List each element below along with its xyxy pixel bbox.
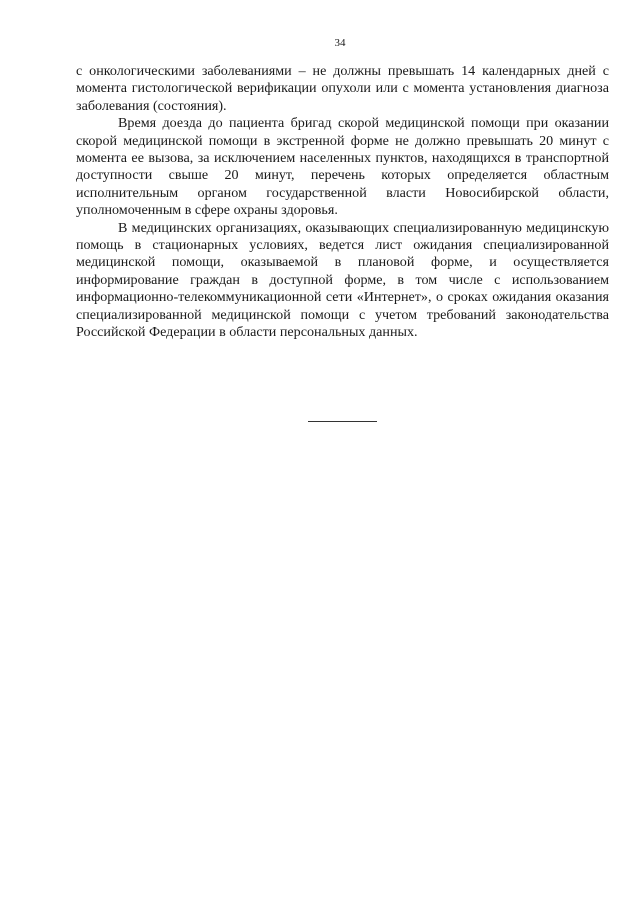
page-number: 34 xyxy=(334,37,346,49)
paragraph-waiting-list: В медицинских организациях, оказывающих специализированную медицинскую помощь в стационарных условиях, ведется лист ожидания специализированной медицинской помощи, оказываемой в плановой форме, и осуществляется информирование граждан в доступной форме, в том числе с использованием информационно-телекоммуникационной сети «Интернет», о сроках ожидания оказания специализированной медицинской помощи с учетом требований законодательства Российской Федерации в области персональных данных. xyxy=(76,219,609,341)
document-body xyxy=(76,63,609,342)
paragraph-continuation: с онкологическими заболеваниями – не должны превышать 14 календарных дней с момента гистологической верификации опухоли или с момента установления диагноза заболевания (состояния). xyxy=(76,63,609,114)
paragraph-ambulance-time: Время доезда до пациента бригад скорой медицинской помощи при оказании скорой медицинской помощи в экстренной форме не должно превышать 20 минут с момента ее вызова, за исключением населенных пунктов, находящихся в транспортной доступности свыше 20 минут, перечень которых определяется областным исполнительным органом государственной власти Новосибирской области, уполномоченным в сфере охраны здоровья. xyxy=(76,115,609,219)
end-of-section-rule xyxy=(308,421,377,422)
